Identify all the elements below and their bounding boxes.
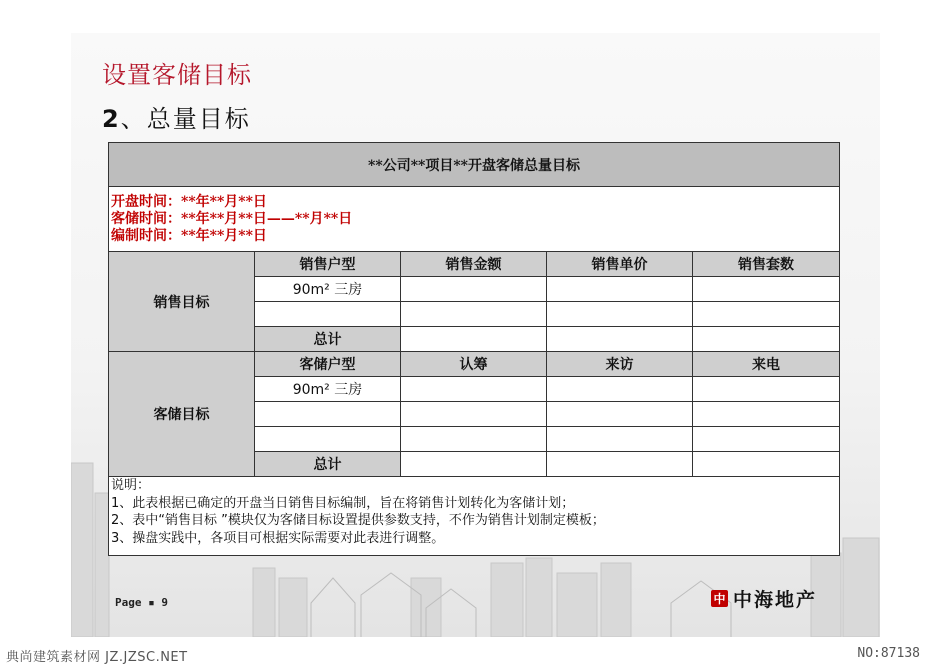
note-line-1: 1、此表根据已确定的开盘当日销售目标编制，旨在将销售计划转化为客储计划； (111, 495, 575, 511)
watermark-left: 典尚建筑素材网 JZ.JZSC.NET (6, 650, 188, 665)
table-cell (547, 327, 693, 352)
table-cell (693, 452, 840, 477)
reserve-target-label: 客储目标 (109, 352, 255, 477)
table-cell (547, 377, 693, 402)
table-cell (547, 277, 693, 302)
sales-target-label: 销售目标 (109, 252, 255, 352)
table-cell (255, 427, 401, 452)
table-cell (693, 277, 840, 302)
reserve-header-visit: 来访 (547, 352, 693, 377)
sales-total-label: 总计 (255, 327, 401, 352)
table-cell (693, 402, 840, 427)
reserve-row1-type: 90m² 三房 (255, 377, 401, 402)
table-cell (255, 402, 401, 427)
sales-row1-type: 90m² 三房 (255, 277, 401, 302)
reserve-date: 客储时间：**年**月**日——**月**日 (111, 210, 353, 227)
sales-header-price: 销售单价 (547, 252, 693, 277)
table-cell (401, 452, 547, 477)
slide-title: 设置客储目标 (102, 61, 252, 89)
reserve-total-label: 总计 (255, 452, 401, 477)
table-cell (401, 377, 547, 402)
date-block (109, 187, 840, 252)
table-cell (547, 302, 693, 327)
company-logo (711, 585, 817, 612)
table-cell (547, 402, 693, 427)
subtitle-number: 2 (102, 105, 121, 133)
reserve-header-type: 客储户型 (255, 352, 401, 377)
sales-header-units: 销售套数 (693, 252, 840, 277)
table-cell (547, 427, 693, 452)
reserve-header-subscribe: 认筹 (401, 352, 547, 377)
notes-block (109, 477, 840, 556)
open-date: 开盘时间：**年**月**日 (111, 193, 267, 210)
compile-date: 编制时间：**年**月**日 (111, 227, 267, 244)
slide (71, 33, 880, 637)
table-cell (401, 302, 547, 327)
table-cell (401, 427, 547, 452)
slide-subtitle (102, 99, 251, 134)
page-number: Page ▪ 9 (115, 596, 168, 609)
table-cell (693, 427, 840, 452)
table-cell (401, 402, 547, 427)
sales-header-amount: 销售金额 (401, 252, 547, 277)
watermark-right: NO:87138 (857, 646, 920, 661)
table-caption: **公司**项目**开盘客储总量目标 (109, 143, 840, 187)
table-cell (255, 302, 401, 327)
table-cell (547, 452, 693, 477)
reserve-header-call: 来电 (693, 352, 840, 377)
sales-header-type: 销售户型 (255, 252, 401, 277)
table-cell (401, 277, 547, 302)
table-cell (693, 377, 840, 402)
subtitle-text: 、总量目标 (120, 105, 251, 133)
note-line-2: 2、表中“销售目标 ”模块仅为客储目标设置提供参数支持，不作为销售计划制定模板； (111, 513, 605, 528)
table-cell (401, 327, 547, 352)
table-cell (693, 327, 840, 352)
logo-mark-icon: 中 (711, 590, 728, 607)
notes-heading: 说明： (111, 478, 151, 493)
target-table (108, 142, 840, 556)
logo-text: 中海地产 (733, 589, 818, 611)
note-line-3: 3、操盘实践中，各项目可根据实际需要对此表进行调整。 (111, 530, 445, 546)
table-cell (693, 302, 840, 327)
